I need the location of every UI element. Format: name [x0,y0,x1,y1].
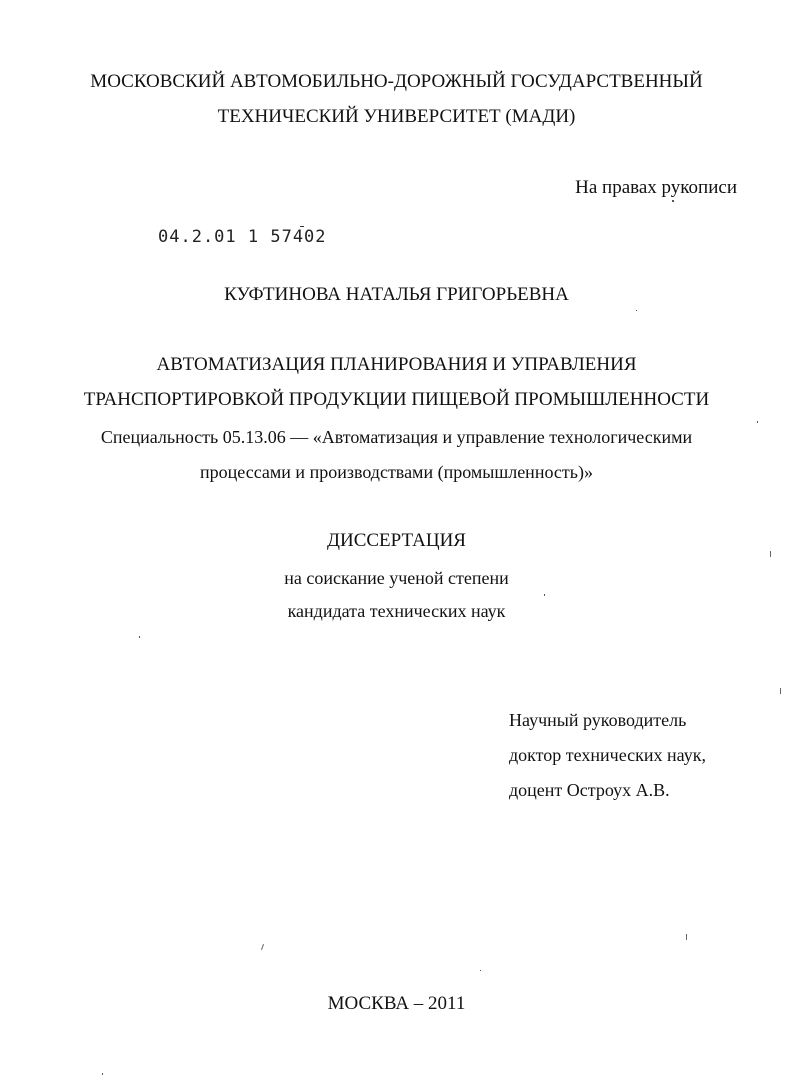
author-name: КУФТИНОВА НАТАЛЬЯ ГРИГОРЬЕВНА [224,284,569,305]
manuscript-rights-note: На правах рукописи [575,177,737,198]
stamp-mark [300,226,304,227]
document-type-heading: ДИССЕРТАЦИЯ [327,530,466,551]
supervisor-name: доцент Остроух А.В. [509,780,670,800]
scan-speck [770,551,771,557]
scan-speck [686,934,687,940]
specialty-line-2: процессами и производствами (промышленность)» [200,462,593,482]
university-name-line-1: МОСКОВСКИЙ АВТОМОБИЛЬНО-ДОРОЖНЫЙ ГОСУДАРСТВЕННЫЙ [90,71,703,92]
scan-speck [261,944,264,950]
degree-line-2: кандидата технических наук [287,601,506,621]
specialty-line-1: Специальность 05.13.06 — «Автоматизация и управление технологическими [100,427,693,447]
supervisor-title: Научный руководитель [509,710,687,730]
scan-speck [102,1073,103,1075]
city-year: МОСКВА – 2011 [327,993,466,1014]
thesis-title-line-2: ТРАНСПОРТИРОВКОЙ ПРОДУКЦИИ ПИЩЕВОЙ ПРОМЫШЛЕННОСТИ [83,389,710,410]
scan-speck [139,636,140,638]
thesis-title-line-1: АВТОМАТИЗАЦИЯ ПЛАНИРОВАНИЯ И УПРАВЛЕНИЯ [156,354,637,375]
registration-number-stamp: 04.2.01 1 57402 [158,227,327,247]
scan-speck [672,200,674,202]
scan-speck [636,310,637,311]
university-name-line-2: ТЕХНИЧЕСКИЙ УНИВЕРСИТЕТ (МАДИ) [217,106,576,127]
scan-speck [757,421,758,423]
degree-line-1: на соискание ученой степени [284,568,509,588]
scan-speck [480,970,481,971]
scan-speck [544,594,545,596]
scan-speck [780,688,781,694]
supervisor-degree: доктор технических наук, [509,745,706,765]
